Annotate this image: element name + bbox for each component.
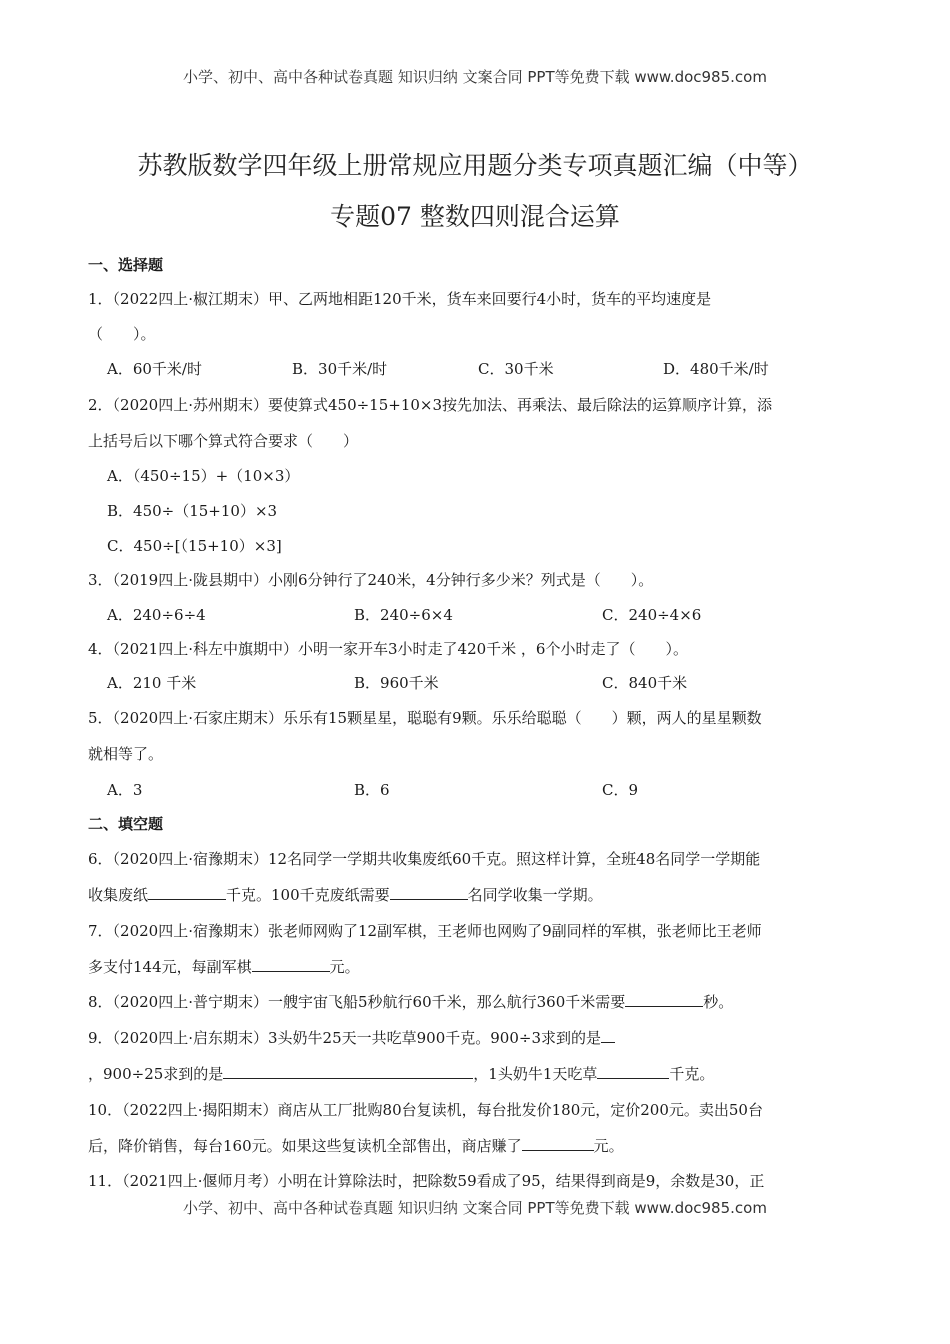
answer-blank[interactable] <box>625 991 703 1007</box>
q6-text-c: 名同学收集一学期。 <box>467 886 603 904</box>
q2-option-b: B．450÷（15+10）×3 <box>107 502 278 520</box>
question-10-text: 10．（2022四上·揭阳期末）商店从工厂批购80台复读机，每台批发价180元，定价200元。卖出50台 <box>88 1101 763 1119</box>
question-7-text: 7．（2020四上·宿豫期末）张老师网购了12副军棋，王老师也网购了9副同样的军棋，张老师比王老师 <box>88 922 762 940</box>
answer-blank[interactable] <box>390 884 468 900</box>
question-5-text: 5．（2020四上·石家庄期末）乐乐有15颗星星，聪聪有9颗。乐乐给聪聪（ ）颗，两人的星星颗数 <box>88 709 762 727</box>
q4-option-a: A．210 千米 <box>107 674 197 692</box>
q10-text-b: 元。 <box>593 1137 624 1155</box>
answer-blank[interactable] <box>252 956 330 972</box>
q9-text-c: ，1头奶牛1天吃草 <box>473 1065 598 1083</box>
q9-text-d: 千克。 <box>669 1065 715 1083</box>
page-footer: 小学、初中、高中各种试卷真题 知识归纳 文案合同 PPT等免费下载 www.doc985.com <box>183 1199 767 1217</box>
q1-option-a: A．60千米/时 <box>107 360 202 378</box>
question-7-text-cont <box>88 956 360 977</box>
q1-option-c: C．30千米 <box>478 360 554 378</box>
q6-text-b: 千克。100千克废纸需要 <box>226 886 390 904</box>
q2-option-c: C．450÷[（15+10）×3] <box>107 537 282 555</box>
question-1-text-cont: （ ）。 <box>88 325 156 343</box>
question-8-text <box>88 991 733 1012</box>
section-heading-choice: 一、选择题 <box>88 256 164 274</box>
answer-blank[interactable] <box>148 884 226 900</box>
section-heading-fill: 二、填空题 <box>88 815 164 833</box>
question-9-text-cont <box>88 1063 714 1084</box>
q4-option-c: C．840千米 <box>602 674 688 692</box>
q1-option-d: D．480千米/时 <box>663 360 769 378</box>
answer-blank[interactable] <box>597 1063 669 1079</box>
q9-text-a: 9．（2020四上·启东期末）3头奶牛25天一共吃草900千克。900÷3求到的是 <box>88 1029 601 1047</box>
q7-text-a: 多支付144元，每副军棋 <box>88 958 252 976</box>
document-title: 苏教版数学四年级上册常规应用题分类专项真题汇编（中等） <box>137 151 813 180</box>
answer-blank[interactable] <box>522 1135 594 1151</box>
answer-blank[interactable] <box>601 1027 615 1043</box>
question-3-text: 3．（2019四上·陇县期中）小刚6分钟行了240米，4分钟行多少米？列式是（ ）。 <box>88 571 654 589</box>
q3-option-b: B．240÷6×4 <box>354 606 453 624</box>
q7-text-b: 元。 <box>329 958 360 976</box>
question-9-text <box>88 1027 615 1048</box>
q8-text-b: 秒。 <box>703 993 734 1011</box>
q5-option-b: B．6 <box>354 781 390 799</box>
q4-option-b: B．960千米 <box>354 674 439 692</box>
q6-text-a: 收集废纸 <box>88 886 149 904</box>
question-10-text-cont <box>88 1135 624 1156</box>
q10-text-a: 后，降价销售，每台160元。如果这些复读机全部售出，商店赚了 <box>88 1137 522 1155</box>
q8-text-a: 8．（2020四上·普宁期末）一艘宇宙飞船5秒航行60千米，那么航行360千米需要 <box>88 993 626 1011</box>
question-2-text: 2．（2020四上·苏州期末）要使算式450÷15+10×3按先加法、再乘法、最后除法的运算顺序计算，添 <box>88 396 773 414</box>
question-2-text-cont: 上括号后以下哪个算式符合要求（ ） <box>88 432 359 450</box>
q2-option-a: A．（450÷15）+（10×3） <box>107 467 300 485</box>
question-1-text: 1．（2022四上·椒江期末）甲、乙两地相距120千米，货车来回要行4小时，货车的平均速度是 <box>88 290 712 308</box>
question-6-text: 6．（2020四上·宿豫期末）12名同学一学期共收集废纸60千克。照这样计算，全班48名同学一学期能 <box>88 850 761 868</box>
q5-option-a: A．3 <box>107 781 143 799</box>
question-6-text-cont <box>88 884 603 905</box>
q9-text-b: ，900÷25求到的是 <box>88 1065 224 1083</box>
q1-option-b: B．30千米/时 <box>292 360 388 378</box>
page-header: 小学、初中、高中各种试卷真题 知识归纳 文案合同 PPT等免费下载 www.doc985.com <box>183 68 767 86</box>
question-11-text: 11．（2021四上·偃师月考）小明在计算除法时，把除数59看成了95，结果得到商是9，余数是30，正 <box>88 1172 765 1190</box>
answer-blank[interactable] <box>223 1063 473 1079</box>
question-4-text: 4．（2021四上·科左中旗期中）小明一家开车3小时走了420千米 ，6个小时走了（ ）。 <box>88 640 688 658</box>
q3-option-c: C．240÷4×6 <box>602 606 702 624</box>
q3-option-a: A．240÷6÷4 <box>107 606 206 624</box>
q5-option-c: C．9 <box>602 781 639 799</box>
question-5-text-cont: 就相等了。 <box>88 745 164 763</box>
document-subtitle: 专题07 整数四则混合运算 <box>330 202 620 231</box>
